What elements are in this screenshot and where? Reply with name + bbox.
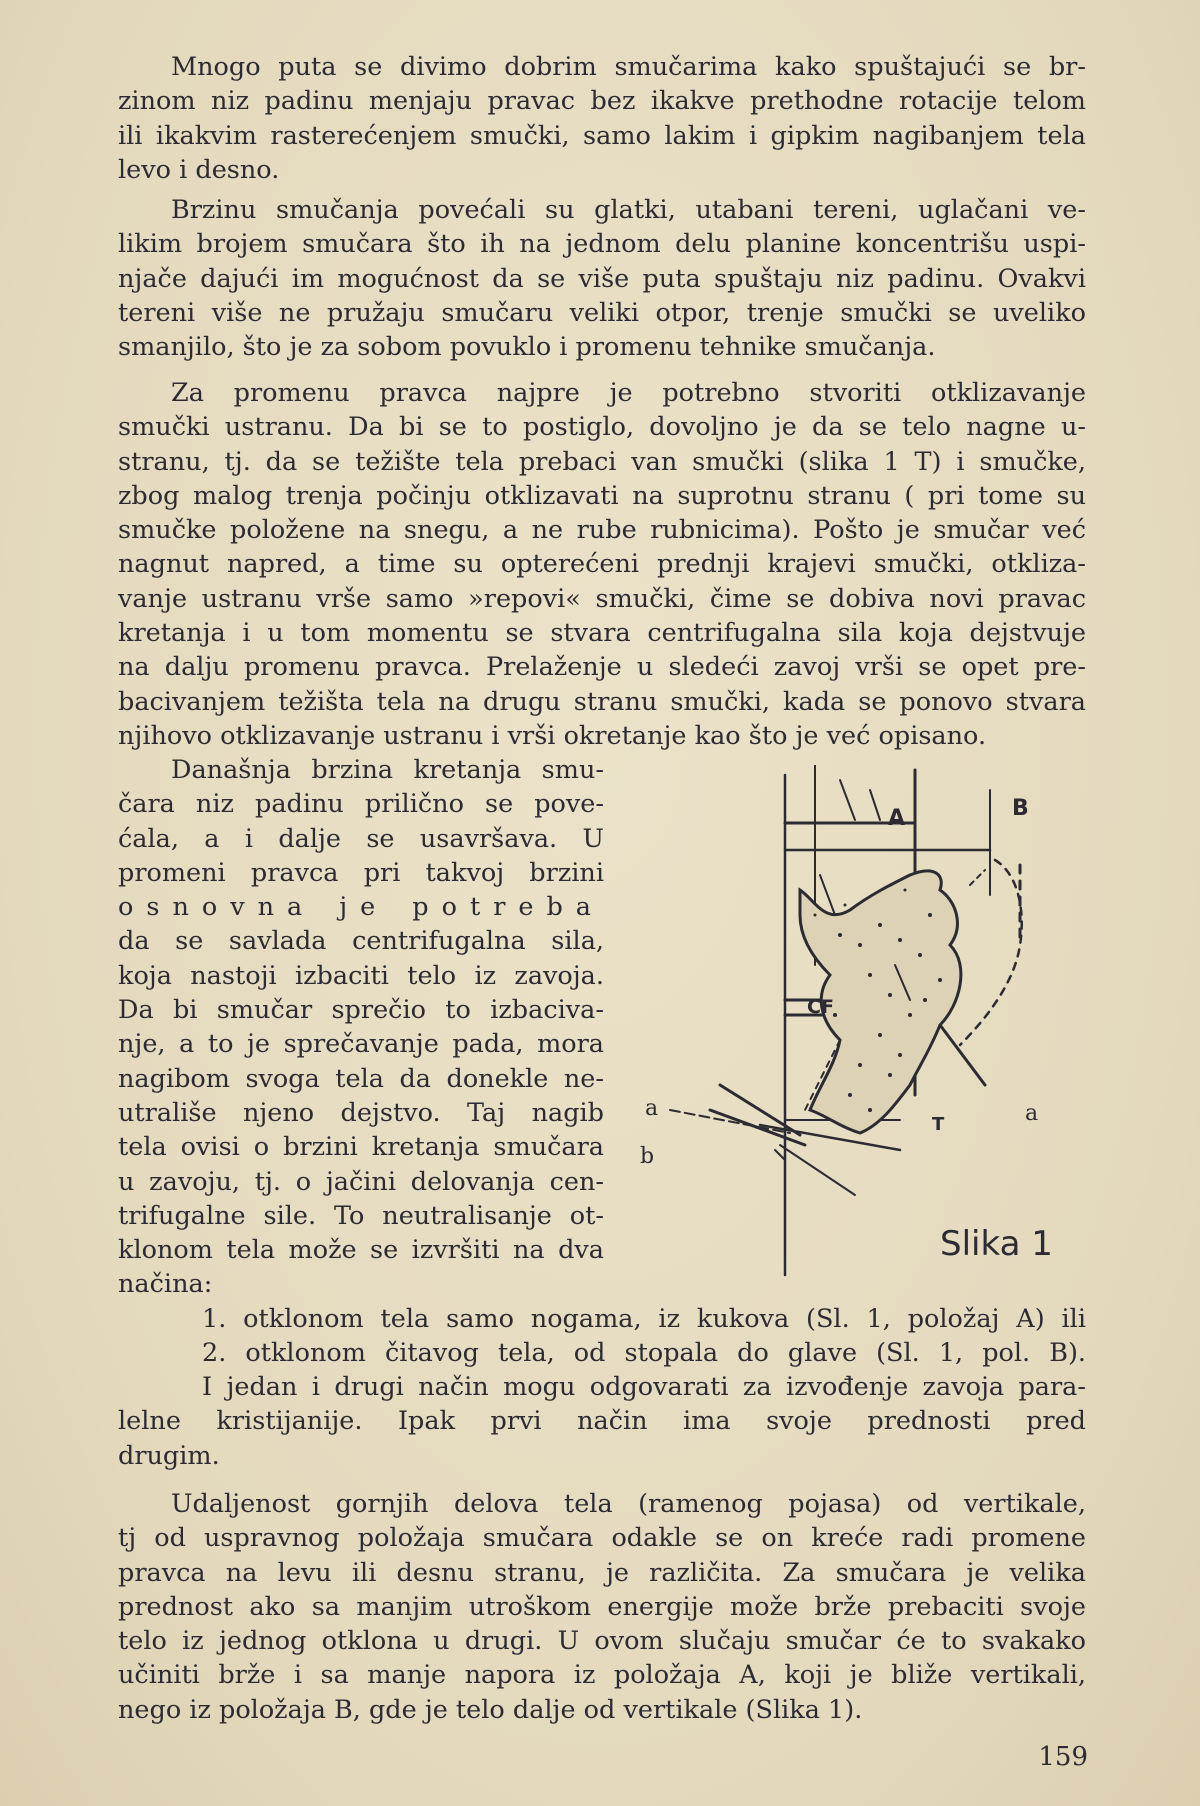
label-a-right: a [1025,1101,1039,1126]
text-line: Brzinu smučanja povećali su glatki, utabani tereni, uglačani ve- [171,195,1086,225]
figure-caption: Slika 1 [940,1224,1053,1264]
diagonal-stroke [870,790,880,820]
paragraph-1 [118,50,1086,187]
text-line: tj od uspravnog položaja smučara odakle se on kreće radi promene [118,1523,1086,1554]
text-line: ćala, a i dalje se usavršava. U [118,823,604,854]
label-b: b [640,1144,655,1169]
paragraph-6 [118,1487,1086,1727]
text-line: lelne kristijanije. Ipak prvi način ima svoje prednosti pred [118,1406,1086,1437]
paragraph-2 [118,193,1086,364]
label-a-position: A [888,806,906,831]
paragraph-5 [118,1370,1086,1473]
text-line: tela ovisi o brzini kretanja smučara [118,1132,604,1163]
text-line: Da bi smučar sprečio to izbaciva- [118,995,604,1026]
text-line: da se savlada centrifugalna sila, [118,926,604,957]
list-item: 1. otklonom tela samo nogama, iz kukova (Sl. 1, položaj A) ili [202,1304,1086,1334]
text-line: trifugalne sile. To neutralisanje ot- [118,1200,604,1231]
paragraph-3 [118,376,1086,753]
text-line: likim brojem smučara što ih na jednom delu planine koncentrišu uspi- [118,229,1086,260]
ski-line [780,1145,855,1195]
text-line: prednost ako sa manjim utroškom energije može brže prebaciti svoje [118,1591,1086,1622]
list-item: 2. otklonom čitavog tela, od stopala do glave (Sl. 1, pol. B). [202,1338,1086,1369]
text-line: zbog malog trenja počinju otklizavati na suprotnu stranu ( pri tome su [118,480,1086,511]
text-line: levo i desno. [118,154,280,185]
diagonal-stroke [840,780,855,820]
paragraph-4 [118,753,604,1302]
label-t-center-of-gravity: T [932,1114,945,1135]
text-line: ili ikakvim rasterećenjem smučki, samo lakim i gipkim nagibanjem tela [118,120,1086,151]
text-line: Mnogo puta se divimo dobrim smučarima kako spuštajući se br- [171,52,1086,82]
force-line-a [940,1025,985,1085]
text-line: nagibom svoga tela da donekle ne- [118,1063,604,1094]
text-line: čara niz padinu prilično se pove- [118,789,604,820]
text-line: njihovo otklizavanje ustranu i vrši okretanje kao što je već opisano. [118,720,987,751]
text-line: bacivanjem težišta tela na drugu stranu smučki, kada se ponovo stvara [118,686,1086,717]
text-line: I jedan i drugi način mogu odgovarati za izvođenje zavoja para- [202,1372,1086,1402]
text-line: smučki ustranu. Da bi se to postiglo, dovoljno je da se telo nagne u- [118,412,1086,443]
page-number: 159 [1038,1742,1088,1772]
text-line: kretanja i u tom momentu se stvara centrifugalna sila koja dejstvuje [118,618,1086,649]
text-line: nego iz položaja B, gde je telo dalje od vertikale (Slika 1). [118,1694,863,1725]
text-line: pravca na levu ili desnu stranu, je različita. Za smučara je velika [118,1557,1086,1588]
text-line: učiniti brže i sa manje napora iz položaja A, koji je bliže vertikali, [118,1660,1086,1691]
text-line: smučke položene na snegu, a ne rube rubnicima). Pošto je smučar već [118,515,1086,546]
text-line: tereni više ne pružaju smučaru veliki otpor, trenje smučki se uveliko [118,297,1086,328]
dashed-line [970,870,985,885]
text-line: zinom niz padinu menjaju pravac bez ikakve prethodne rotacije telom [118,86,1086,117]
label-b-position: B [1012,796,1029,821]
text-line: načina: [118,1269,213,1300]
text-line: nje, a to je sprečavanje pada, mora [118,1029,604,1060]
text-line: Udaljenost gornjih delova tela (ramenog pojasa) od vertikale, [171,1489,1086,1519]
text-line-spaced: osnovna je potreba [118,892,604,923]
text-line: stranu, tj. da se težište tela prebaci van smučki (slika 1 T) i smučke, [118,446,1086,477]
ski-posture-figure [640,765,1090,1285]
text-line: Za promenu pravca najpre je potrebno stvoriti otklizavanje [171,378,1086,408]
text-line: u zavoju, tj. o jačini delovanja cen- [118,1166,604,1197]
numbered-list [118,1302,1086,1371]
text-line: smanjilo, što je za sobom povuklo i promenu tehnike smučanja. [118,332,936,363]
text-line: na dalju promenu pravca. Prelaženje u sledeći zavoj vrši se opet pre- [118,652,1086,683]
text-line: telo iz jednog otklona u drugi. U ovom slučaju smučar će to svakako [118,1626,1086,1657]
text-line: koja nastoji izbaciti telo iz zavoja. [118,960,604,991]
text-line: nagnut napred, a time su opterećeni prednji krajevi smučki, otkliza- [118,549,1086,580]
ski-line [775,1150,785,1160]
text-line: vanje ustranu vrše samo »repovi« smučki, čime se dobiva novi pravac [118,583,1086,614]
text-line: Današnja brzina kretanja smu- [171,755,604,785]
text-line: klonom tela može se izvršiti na dva [118,1235,604,1266]
label-centrifugal-force: CF [807,996,834,1018]
label-a-left: a [645,1096,659,1121]
text-line: drugim. [118,1440,220,1471]
text-line: promeni pravca pri takvoj brzini [118,857,604,888]
ski-line [670,1110,790,1133]
text-line: utrališe njeno dejstvo. Taj nagib [118,1097,604,1128]
text-line: njače dajući im mogućnost da se više puta spuštaju niz padinu. Ovakvi [118,263,1086,294]
figure-drawing [640,765,1090,1285]
